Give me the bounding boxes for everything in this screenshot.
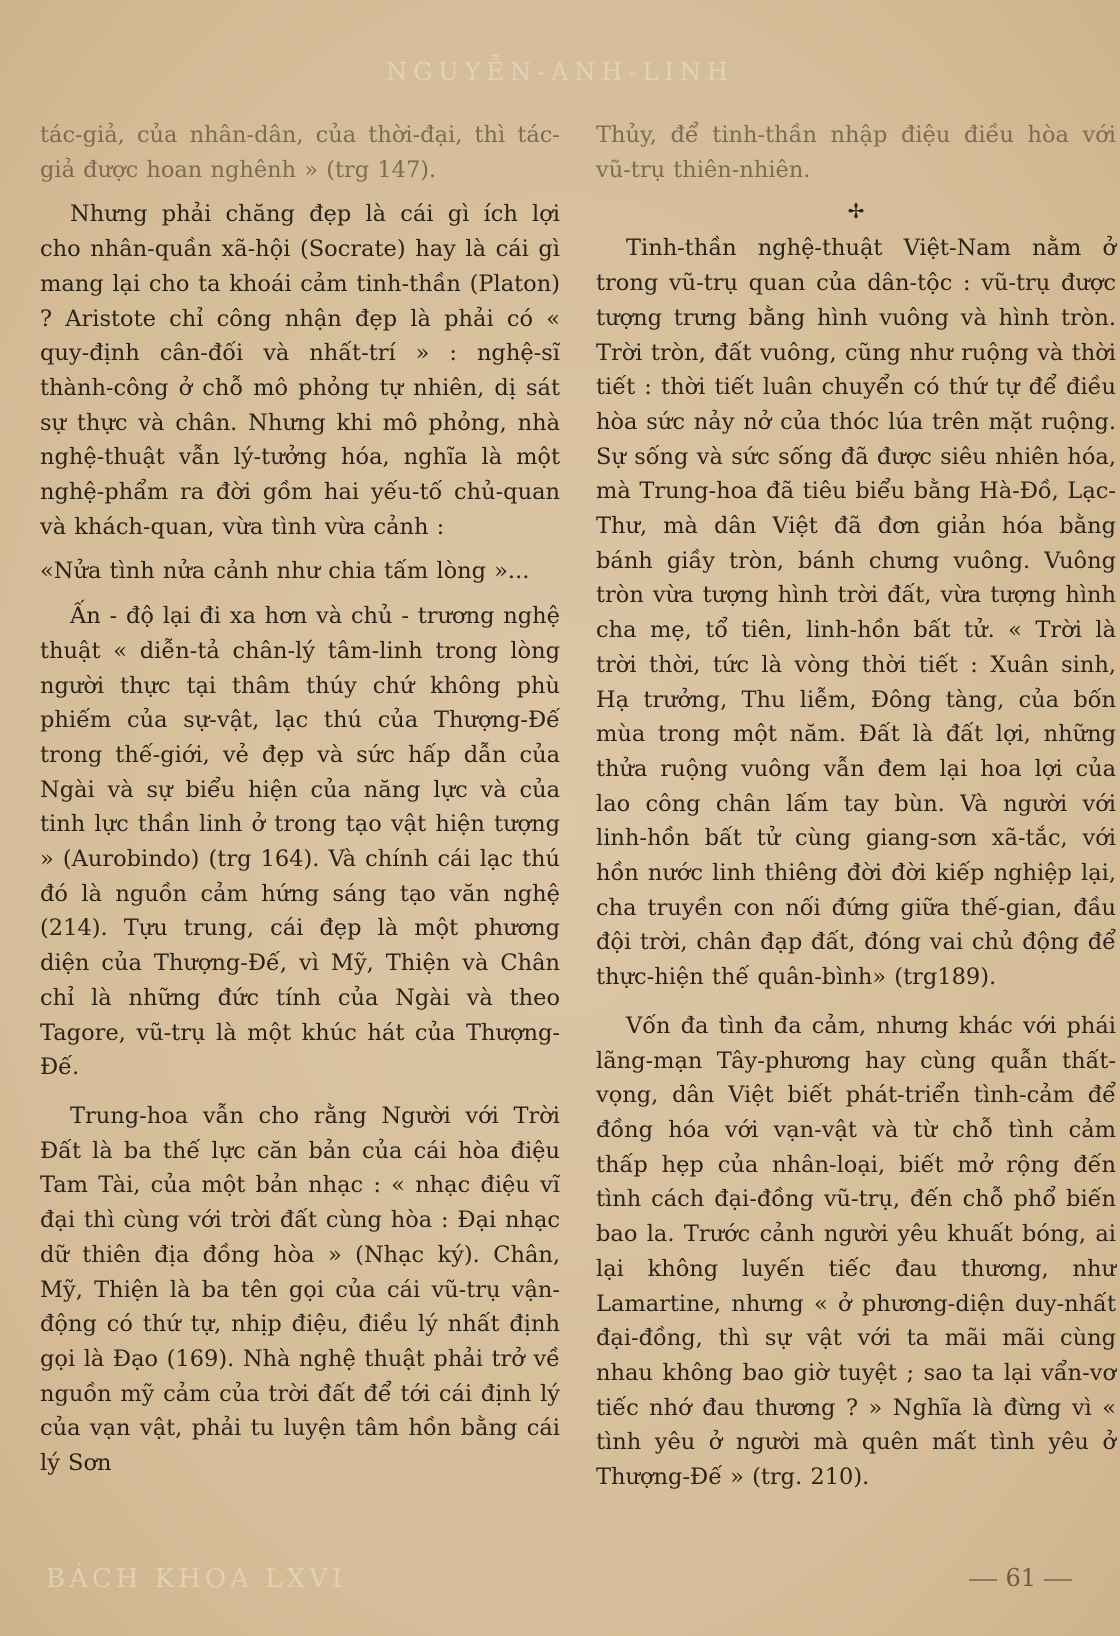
left-paragraph-3: Ấn - độ lại đi xa hơn và chủ - trương nghệ thuật « diễn-tả chân-lý tâm-linh trong lòng người thực tại thâm thúy chứ không phù phiếm của sự-vật, lạc thú của Thượng-Đế trong thế-giới, vẻ đẹp và sức hấp dẫn của Ngài và sự biểu hiện của năng lực và của tinh lực thần linh ở trong tạo vật hiện tượng » (Aurobindo) (trg 164). Và chính cái lạc thú đó là nguồn cảm hứng sáng tạo văn nghệ (214). Tựu trung, cái đẹp là một phương diện của Thượng-Đế, vì Mỹ, Thiện và Chân chỉ là những đức tính của Ngài và theo Tagore, vũ-trụ là một khúc hát của Thượng-Đế. — [40, 603, 560, 1081]
footer-dash-left — [969, 1579, 997, 1581]
left-paragraph-4: Trung-hoa vẫn cho rằng Người với Trời Đất là ba thế lực căn bản của cái hòa điệu Tam Tài, của một bản nhạc : « nhạc điệu vĩ đại thì cùng với trời đất cùng hòa : Đại nhạc dữ thiên địa đồng hòa » (Nhạc ký). Chân, Mỹ, Thiện là ba tên gọi của cái vũ-trụ vận-động có thứ tự, nhịp điệu, điều lý nhất định gọi là Đạo (169). Nhà nghệ thuật phải trở về nguồn mỹ cảm của trời đất để tới cái định lý của vạn vật, phải tu luyện tâm hồn bằng cái lý Sơn — [40, 1102, 560, 1477]
right-column — [596, 118, 1116, 1505]
left-paragraph-2: Nhưng phải chăng đẹp là cái gì ích lợi cho nhân-quần xã-hội (Socrate) hay là cái gì mang lại cho ta khoái cảm tinh-thần (Platon) ? Aristote chỉ công nhận đẹp là phải có « quy-định cân-đối và nhất-trí » : nghệ-sĩ thành-công ở chỗ mô phỏng tự nhiên, dị sát sự thực và chân. Nhưng khi mô phỏng, nhà nghệ-thuật vẫn lý-tưởng hóa, nghĩa là một nghệ-phẩm ra đời gồm hai yếu-tố chủ-quan và khách-quan, vừa tình vừa cảnh : — [40, 201, 560, 540]
section-ornament: ✢ — [847, 199, 865, 224]
running-head: NGUYỄN-ANH-LINH — [386, 58, 734, 86]
right-paragraph-3: Vốn đa tình đa cảm, nhưng khác với phái lãng-mạn Tây-phương hay cùng quẫn thất-vọng, dân Việt biết phát-triển tình-cảm để đồng hóa với vạn-vật và từ chỗ tình cảm thấp hẹp của nhân-loại, biết mở rộng đến tình cách đại-đồng vũ-trụ, đến chỗ phổ biến bao la. Trước cảnh người yêu khuất bóng, ai lại không luyến tiếc đau thương, như Lamartine, nhưng « ở phương-diện duy-nhất đại-đồng, thì sự vật với ta mãi mãi cùng nhau không bao giờ tuyệt ; sao ta lại vẩn-vơ tiếc nhớ đau thương ? » Nghĩa là đừng vì « tình yêu ở người mà quên mất tình yêu ở Thượng-Đế » (trg. 210). — [596, 1012, 1116, 1491]
page-number: 61 — [1005, 1564, 1036, 1592]
right-paragraph-1: Thủy, để tinh-thần nhập điệu điều hòa với vũ-trụ thiên-nhiên. — [596, 122, 1116, 183]
magazine-title-footer: BÁCH KHOA LXVI — [46, 1564, 346, 1594]
footer-dash-right — [1044, 1579, 1072, 1581]
left-paragraph-1: tác-giả, của nhân-dân, của thời-đại, thì tác-giả được hoan nghênh » (trg 147). — [40, 122, 560, 183]
page-number-footer — [961, 1564, 1080, 1592]
left-quote-line: «Nửa tình nửa cảnh như chia tấm lòng »... — [40, 558, 530, 585]
left-column — [40, 118, 560, 1491]
right-paragraph-2: Tinh-thần nghệ-thuật Việt-Nam nằm ở trong vũ-trụ quan của dân-tộc : vũ-trụ được tượng trưng bằng hình vuông và hình tròn. Trời tròn, đất vuông, cũng như ruộng và thời tiết : thời tiết luân chuyển có thứ tự để điều hòa sức nảy nở của thóc lúa trên mặt ruộng. Sự sống và sức sống đã được siêu nhiên hóa, mà Trung-hoa đã tiêu biểu bằng Hà-Đồ, Lạc-Thư, mà dân Việt đã đơn giản hóa bằng bánh giầy tròn, bánh chưng vuông. Vuông tròn vừa tượng hình trời đất, vừa tượng hình cha mẹ, tổ tiên, linh-hồn bất tử. « Trời là trời thời, tức là vòng thời tiết : Xuân sinh, Hạ trưởng, Thu liễm, Đông tàng, của bốn mùa trong một năm. Đất là đất lợi, những thửa ruộng vuông vẫn đem lại hoa lợi của lao công chân lấm tay bùn. Và người với linh-hồn bất tử cùng giang-sơn xã-tắc, với hồn nước linh thiêng đời đời kiếp nghiệp lại, cha truyền con nối đứng giữa thế-gian, đầu đội trời, chân đạp đất, đóng vai chủ động để thực-hiện thế quân-bình» (trg189). — [596, 235, 1116, 991]
